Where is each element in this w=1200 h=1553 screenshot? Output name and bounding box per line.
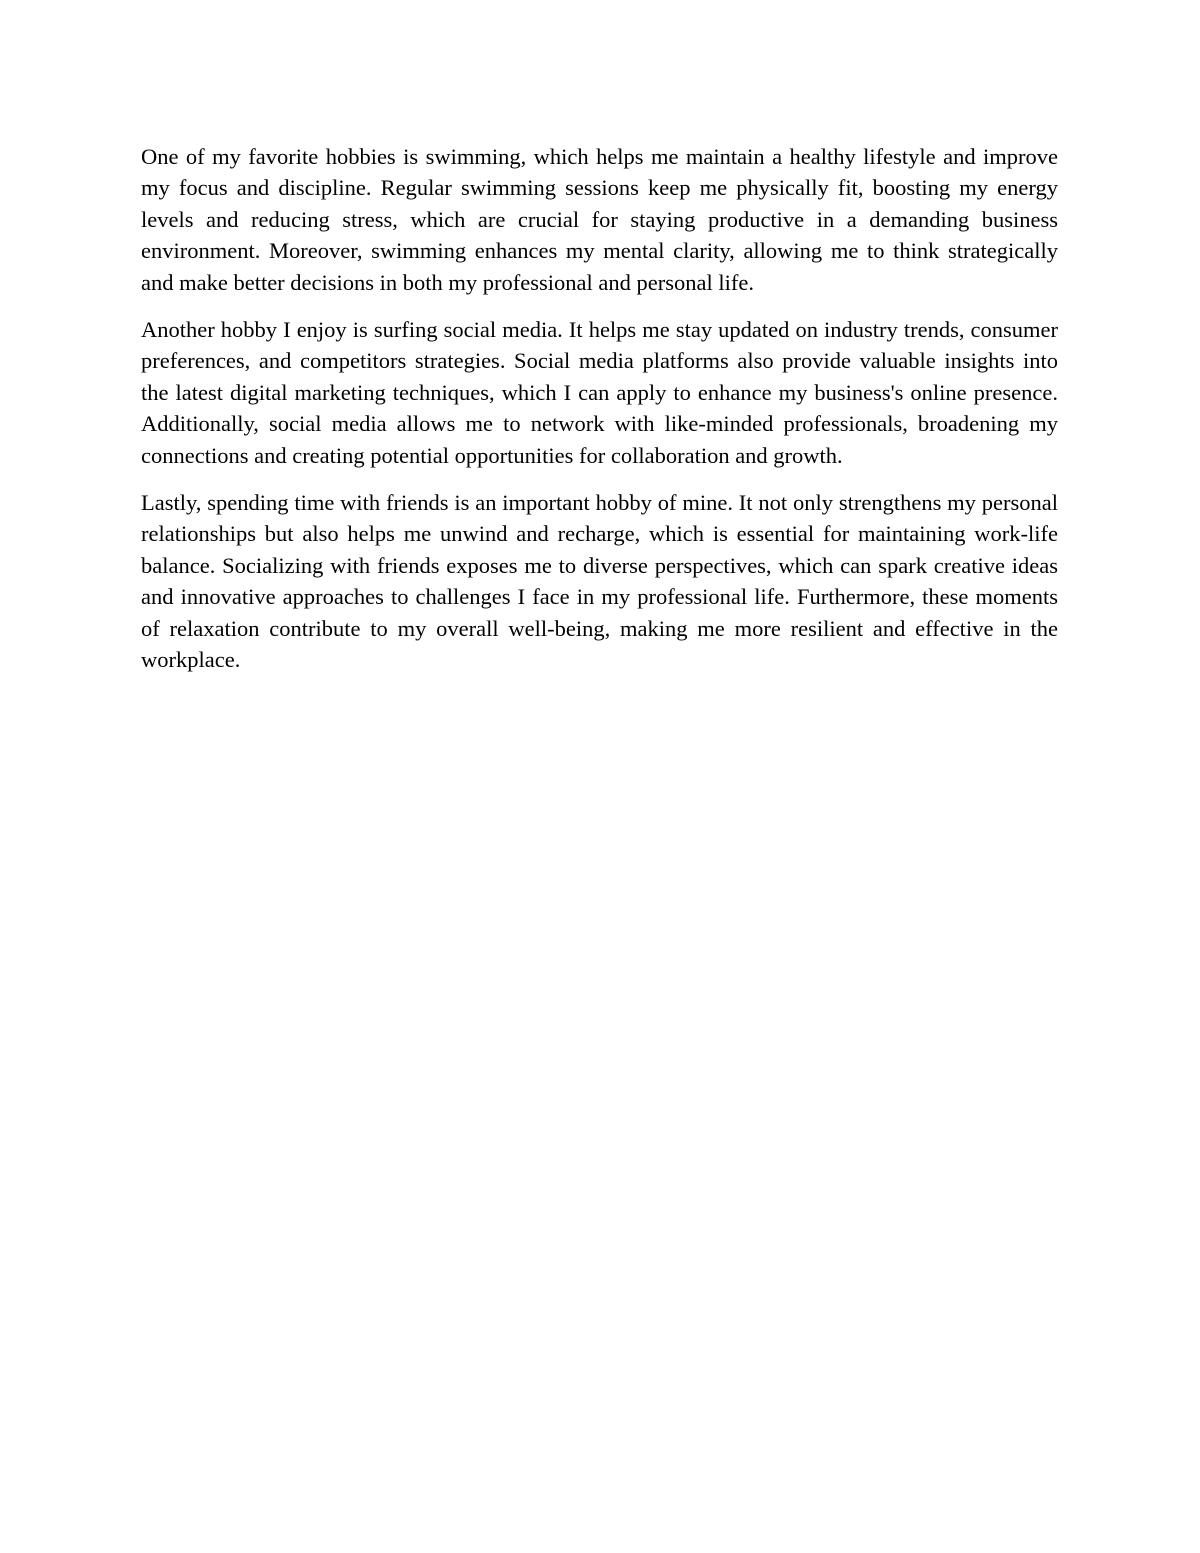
document-body	[141, 141, 1058, 692]
paragraph-social-media: Another hobby I enjoy is surfing social media. It helps me stay updated on industry trends, consumer preferences, and competitors strategies. Social media platforms also provide valuable insights into the latest digital marketing techniques, which I can apply to enhance my business's online presence. Additionally, social media allows me to network with like-minded professionals, broadening my connections and creating potential opportunities for collaboration and growth.	[141, 317, 1058, 468]
paragraph-friends: Lastly, spending time with friends is an important hobby of mine. It not only strengthens my personal relationships but also helps me unwind and recharge, which is essential for maintaining work-life balance. Socializing with friends exposes me to diverse perspectives, which can spark creative ideas and innovative approaches to challenges I face in my professional life. Furthermore, these moments of relaxation contribute to my overall well-being, making me more resilient and effective in the workplace.	[141, 490, 1058, 673]
paragraph-swimming: One of my favorite hobbies is swimming, which helps me maintain a healthy lifestyle and improve my focus and discipline. Regular swimming sessions keep me physically fit, boosting my energy levels and reducing stress, which are crucial for staying productive in a demanding business environment. Moreover, swimming enhances my mental clarity, allowing me to think strategically and make better decisions in both my professional and personal life.	[141, 144, 1058, 295]
